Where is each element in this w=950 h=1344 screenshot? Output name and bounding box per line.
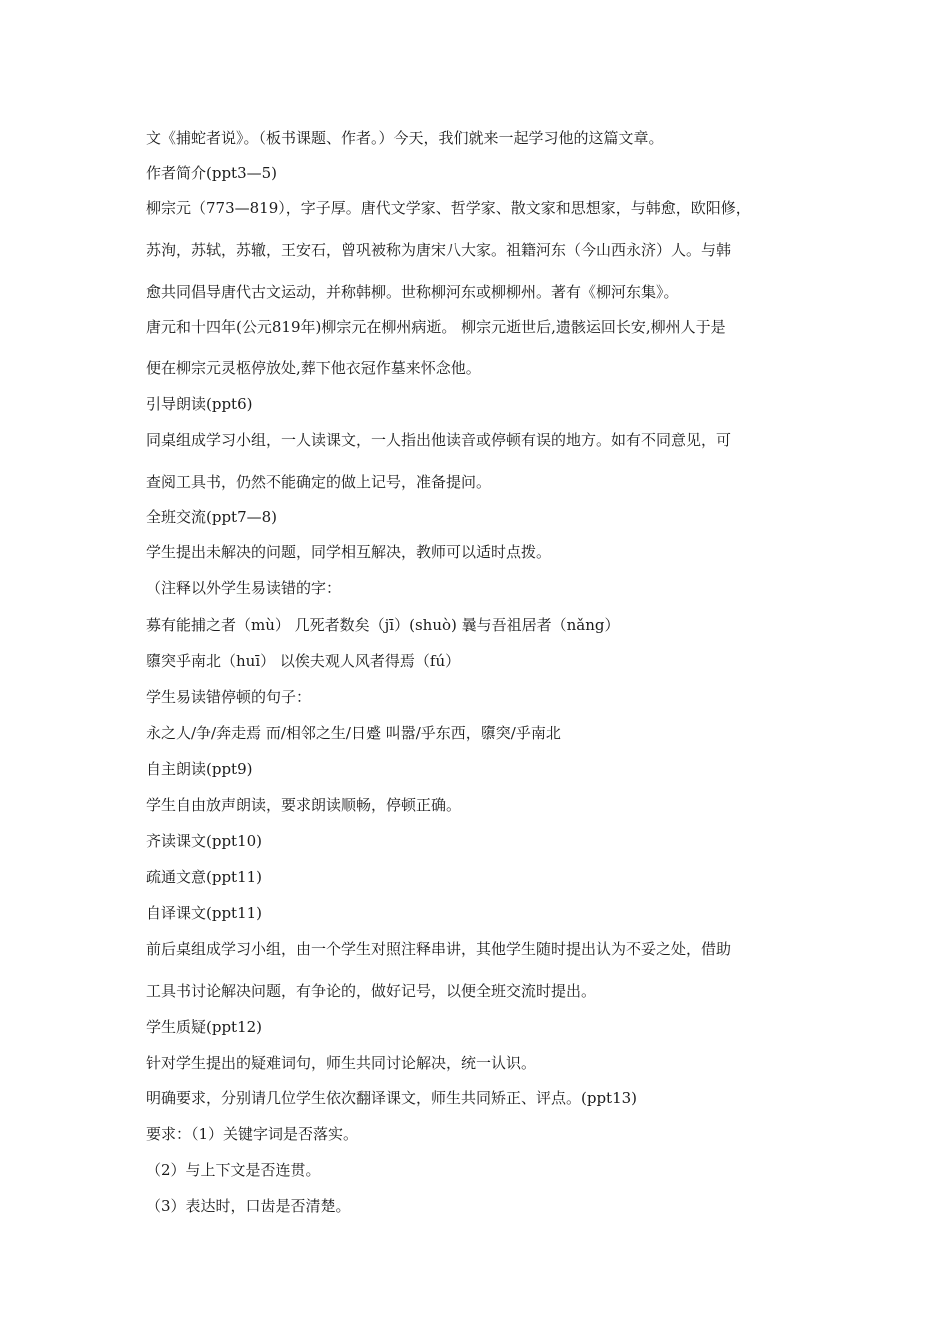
section-heading: 引导朗读(ppt6) xyxy=(146,395,253,413)
section-heading: 自主朗读(ppt9) xyxy=(146,760,253,778)
text-line: 同桌组成学习小组，一人读课文，一人指出他读音或停顿有误的地方。如有不同意见，可 xyxy=(146,431,732,449)
text-line: 查阅工具书，仍然不能确定的做上记号，准备提问。 xyxy=(146,473,492,491)
section-heading: 作者简介(ppt3—5) xyxy=(146,164,278,182)
text-line: 要求：（1）关键字词是否落实。 xyxy=(146,1125,359,1143)
text-line: 便在柳宗元灵柩停放处,葬下他衣冠作墓来怀念他。 xyxy=(146,359,481,377)
text-line: 隳突乎南北（huī） 以俟夫观人风者得焉（fú） xyxy=(146,652,461,670)
section-heading: 齐读课文(ppt10) xyxy=(146,832,263,850)
text-line: 唐元和十四年(公元819年)柳宗元在柳州病逝。 柳宗元逝世后,遗骸运回长安,柳州人于是 xyxy=(146,318,726,336)
text-line: （3）表达时，口齿是否清楚。 xyxy=(146,1197,351,1215)
section-heading: 自译课文(ppt11) xyxy=(146,904,263,922)
text-line: 前后桌组成学习小组，由一个学生对照注释串讲，其他学生随时提出认为不妥之处，借助 xyxy=(146,940,732,958)
text-line: 柳宗元（773—819），字子厚。唐代文学家、哲学家、散文家和思想家，与韩愈，欧阳修， xyxy=(146,199,751,217)
text-line: 愈共同倡导唐代古文运动，并称韩柳。世称柳河东或柳柳州。著有《柳河东集》。 xyxy=(146,283,679,301)
text-line: 针对学生提出的疑难词句，师生共同讨论解决，统一认识。 xyxy=(146,1054,537,1072)
section-heading: 学生质疑(ppt12) xyxy=(146,1018,263,1036)
text-line: 学生自由放声朗读，要求朗读顺畅，停顿正确。 xyxy=(146,796,462,814)
text-line: 募有能捕之者（mù） 几死者数矣（jī）(shuò) 曩与吾祖居者（nǎng） xyxy=(146,616,620,634)
section-heading: 全班交流(ppt7—8) xyxy=(146,508,278,526)
text-line: 苏洵，苏轼，苏辙，王安石，曾巩被称为唐宋八大家。祖籍河东（今山西永济）人。与韩 xyxy=(146,241,732,259)
text-line: 永之人/争/奔走焉 而/相邻之生/日蹙 叫嚣/乎东西，隳突/乎南北 xyxy=(146,724,561,742)
text-line: 工具书讨论解决问题，有争论的，做好记号，以便全班交流时提出。 xyxy=(146,982,597,1000)
text-line: （2）与上下文是否连贯。 xyxy=(146,1161,321,1179)
text-line: 学生易读错停顿的句子： xyxy=(146,688,312,706)
text-line: 明确要求，分别请几位学生依次翻译课文，师生共同矫正、评点。(ppt13) xyxy=(146,1089,638,1107)
text-line: 学生提出未解决的问题，同学相互解决，教师可以适时点拨。 xyxy=(146,543,552,561)
text-line: （注释以外学生易读错的字： xyxy=(146,579,342,597)
text-line: 文《捕蛇者说》。（板书课题、作者。）今天，我们就来一起学习他的这篇文章。 xyxy=(146,129,664,147)
section-heading: 疏通文意(ppt11) xyxy=(146,868,263,886)
